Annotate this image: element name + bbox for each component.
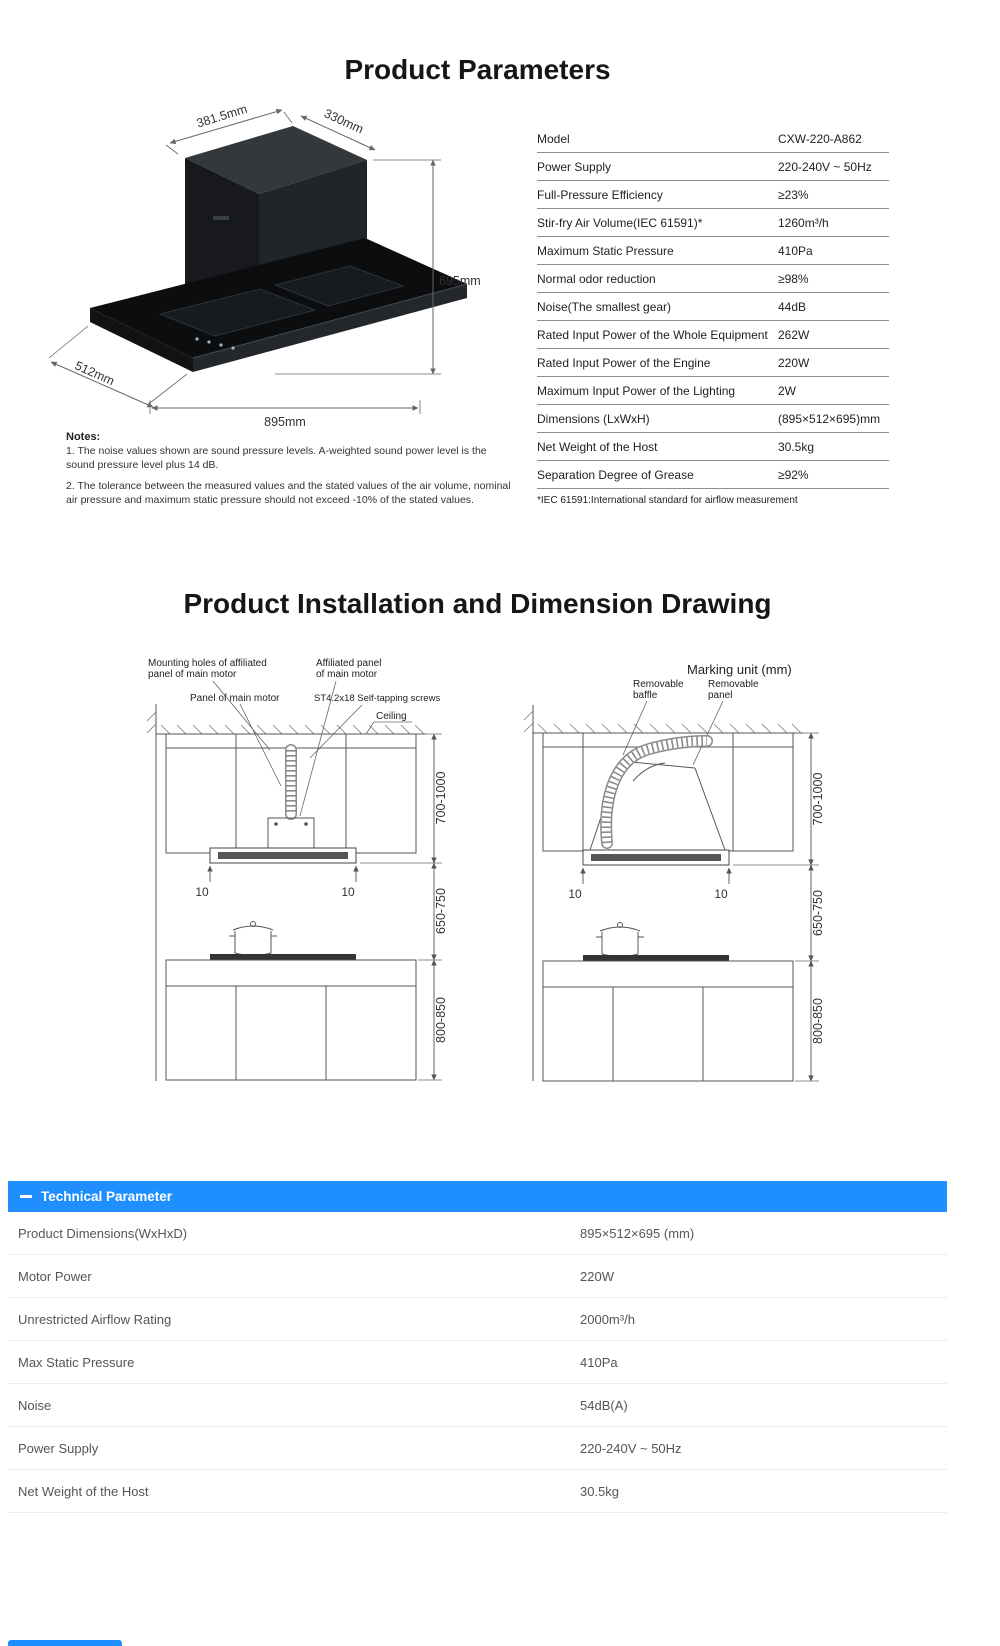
pot-and-cooktop bbox=[543, 923, 793, 962]
notes-heading: Notes: bbox=[66, 431, 101, 443]
spec-row bbox=[537, 321, 889, 349]
tech-label: Noise bbox=[18, 1397, 52, 1413]
dim-gap-right: 10 bbox=[714, 887, 728, 901]
dim-label-depth: 512mm bbox=[72, 358, 117, 389]
spec-value: 410Pa bbox=[778, 243, 813, 258]
spec-row bbox=[537, 237, 889, 265]
dim-gap-left: 10 bbox=[568, 887, 582, 901]
spec-value: CXW-220-A862 bbox=[778, 131, 862, 146]
gap-dimensions bbox=[195, 866, 356, 899]
next-section-bar-partial bbox=[8, 1640, 122, 1646]
spec-row bbox=[537, 293, 889, 321]
spec-row bbox=[537, 377, 889, 405]
spec-label: Maximum Input Power of the Lighting bbox=[537, 383, 736, 398]
pot-and-cooktop bbox=[166, 922, 416, 961]
tech-row bbox=[8, 1384, 947, 1427]
spec-label: Rated Input Power of the Engine bbox=[537, 355, 711, 370]
dim-middle: 650-750 bbox=[434, 888, 448, 934]
hood-symbol bbox=[210, 848, 356, 863]
tech-label: Max Static Pressure bbox=[18, 1354, 135, 1370]
spec-label: Dimensions (LxWxH) bbox=[537, 411, 650, 426]
dim-top: 700-1000 bbox=[434, 771, 448, 825]
label-mounting-holes: Mounting holes of affiliated bbox=[148, 658, 267, 669]
spec-table bbox=[537, 125, 889, 506]
product-image bbox=[35, 96, 515, 431]
dim-width bbox=[150, 400, 420, 429]
brand-logo-mark bbox=[213, 216, 229, 220]
installation-title: Product Installation and Dimension Drawing bbox=[183, 588, 772, 619]
tech-label: Product Dimensions(WxHxD) bbox=[18, 1225, 188, 1241]
spec-value: 30.5kg bbox=[778, 439, 815, 454]
label-removable-panel: panel bbox=[708, 690, 733, 701]
label-mounting-holes: panel of main motor bbox=[148, 669, 237, 680]
spec-label: Maximum Static Pressure bbox=[537, 243, 674, 258]
base-cabinets bbox=[543, 961, 793, 1081]
spec-label: Noise(The smallest gear) bbox=[537, 299, 672, 314]
tech-row bbox=[8, 1427, 947, 1470]
label-panel-of-main-motor: Panel of main motor bbox=[190, 693, 280, 704]
tech-row bbox=[8, 1341, 947, 1384]
dim-label-top-width: 381.5mm bbox=[194, 101, 249, 131]
tech-row bbox=[8, 1470, 947, 1513]
technical-parameter-title: Technical Parameter bbox=[41, 1189, 173, 1204]
page-title: Product Parameters bbox=[344, 54, 611, 85]
tech-row bbox=[8, 1212, 947, 1255]
note-item: 1. The noise values shown are sound pressure levels. A-weighted sound power level is the sound pressure level plus 14 dB. bbox=[66, 445, 487, 471]
spec-value: (895×512×695)mm bbox=[778, 411, 881, 426]
spec-row bbox=[537, 349, 889, 377]
spec-label: Net Weight of the Host bbox=[537, 439, 658, 454]
dim-label-top-depth: 330mm bbox=[321, 106, 366, 137]
spec-value: ≥98% bbox=[778, 271, 809, 286]
spec-value: 44dB bbox=[778, 299, 807, 314]
tech-value: 895×512×695 (mm) bbox=[580, 1225, 695, 1241]
label-self-tapping-screws: ST4.2x18 Self-tapping screws bbox=[314, 693, 441, 704]
tech-label: Power Supply bbox=[18, 1440, 99, 1456]
dim-top: 700-1000 bbox=[811, 772, 825, 826]
tech-value: 30.5kg bbox=[580, 1483, 620, 1499]
spec-footnote: *IEC 61591:International standard for airflow measurement bbox=[537, 495, 798, 506]
spec-value: ≥23% bbox=[778, 187, 809, 202]
technical-parameter-header bbox=[8, 1181, 947, 1212]
spec-label: Rated Input Power of the Whole Equipment bbox=[537, 327, 768, 342]
dash-icon bbox=[20, 1195, 32, 1198]
vertical-dimensions bbox=[733, 733, 825, 1081]
spec-row bbox=[537, 181, 889, 209]
spec-row bbox=[537, 125, 889, 153]
spec-label: Separation Degree of Grease bbox=[537, 467, 694, 482]
tech-value: 54dB(A) bbox=[580, 1397, 628, 1413]
spec-label: Full-Pressure Efficiency bbox=[537, 187, 663, 202]
label-affiliated-panel: of main motor bbox=[316, 669, 378, 680]
spec-label: Power Supply bbox=[537, 159, 612, 174]
spec-value: ≥92% bbox=[778, 467, 809, 482]
tech-row bbox=[8, 1298, 947, 1341]
dim-bottom: 800-850 bbox=[811, 998, 825, 1044]
dim-label-height: 695mm bbox=[439, 274, 481, 288]
spec-row bbox=[537, 153, 889, 181]
dim-bottom: 800-850 bbox=[434, 997, 448, 1043]
label-removable-panel: Removable bbox=[708, 679, 759, 690]
label-removable-baffle: Removable bbox=[633, 679, 684, 690]
technical-parameter-table bbox=[8, 1212, 947, 1513]
wall-ceiling bbox=[524, 705, 803, 1081]
label-affiliated-panel: Affiliated panel bbox=[316, 658, 382, 669]
spec-value: 220W bbox=[778, 355, 810, 370]
tech-row bbox=[8, 1255, 947, 1298]
dim-gap-left: 10 bbox=[195, 885, 209, 899]
spec-row bbox=[537, 265, 889, 293]
tech-value: 2000m³/h bbox=[580, 1311, 635, 1327]
spec-value: 220-240V ~ 50Hz bbox=[778, 159, 872, 174]
duct-and-baffle bbox=[590, 741, 725, 850]
spec-row bbox=[537, 405, 889, 433]
tech-label: Motor Power bbox=[18, 1268, 92, 1284]
spec-label: Normal odor reduction bbox=[537, 271, 656, 286]
installation-drawing-left bbox=[118, 648, 453, 1093]
dim-label-width: 895mm bbox=[264, 415, 306, 429]
tech-value: 220W bbox=[580, 1268, 614, 1284]
duct-and-panel bbox=[268, 750, 314, 852]
spec-row bbox=[537, 461, 889, 489]
dim-middle: 650-750 bbox=[811, 890, 825, 936]
hood-symbol bbox=[583, 850, 729, 865]
label-removable-baffle: baffle bbox=[633, 690, 658, 701]
spec-label: Stir-fry Air Volume(IEC 61591)* bbox=[537, 215, 703, 230]
spec-row bbox=[537, 209, 889, 237]
base-cabinets bbox=[166, 960, 416, 1080]
marking-unit-label: Marking unit (mm) bbox=[687, 662, 792, 677]
dim-gap-right: 10 bbox=[341, 885, 355, 899]
installation-drawing-right bbox=[495, 653, 830, 1093]
spec-value: 1260m³/h bbox=[778, 215, 829, 230]
tech-value: 220-240V ~ 50Hz bbox=[580, 1440, 682, 1456]
spec-row bbox=[537, 433, 889, 461]
spec-label: Model bbox=[537, 131, 570, 146]
notes-block bbox=[66, 431, 514, 514]
spec-value: 262W bbox=[778, 327, 810, 342]
spec-value: 2W bbox=[778, 383, 796, 398]
tech-value: 410Pa bbox=[580, 1354, 618, 1370]
gap-dimensions bbox=[568, 868, 729, 901]
tech-label: Unrestricted Airflow Rating bbox=[18, 1311, 172, 1327]
tech-label: Net Weight of the Host bbox=[18, 1483, 149, 1499]
note-item: 2. The tolerance between the measured values and the stated values of the air volume, nominal air pressure and maximum static pressure should not exceed -10% of the stated values. bbox=[66, 479, 511, 506]
vertical-dimensions bbox=[360, 734, 448, 1080]
label-ceiling: Ceiling bbox=[376, 711, 407, 722]
